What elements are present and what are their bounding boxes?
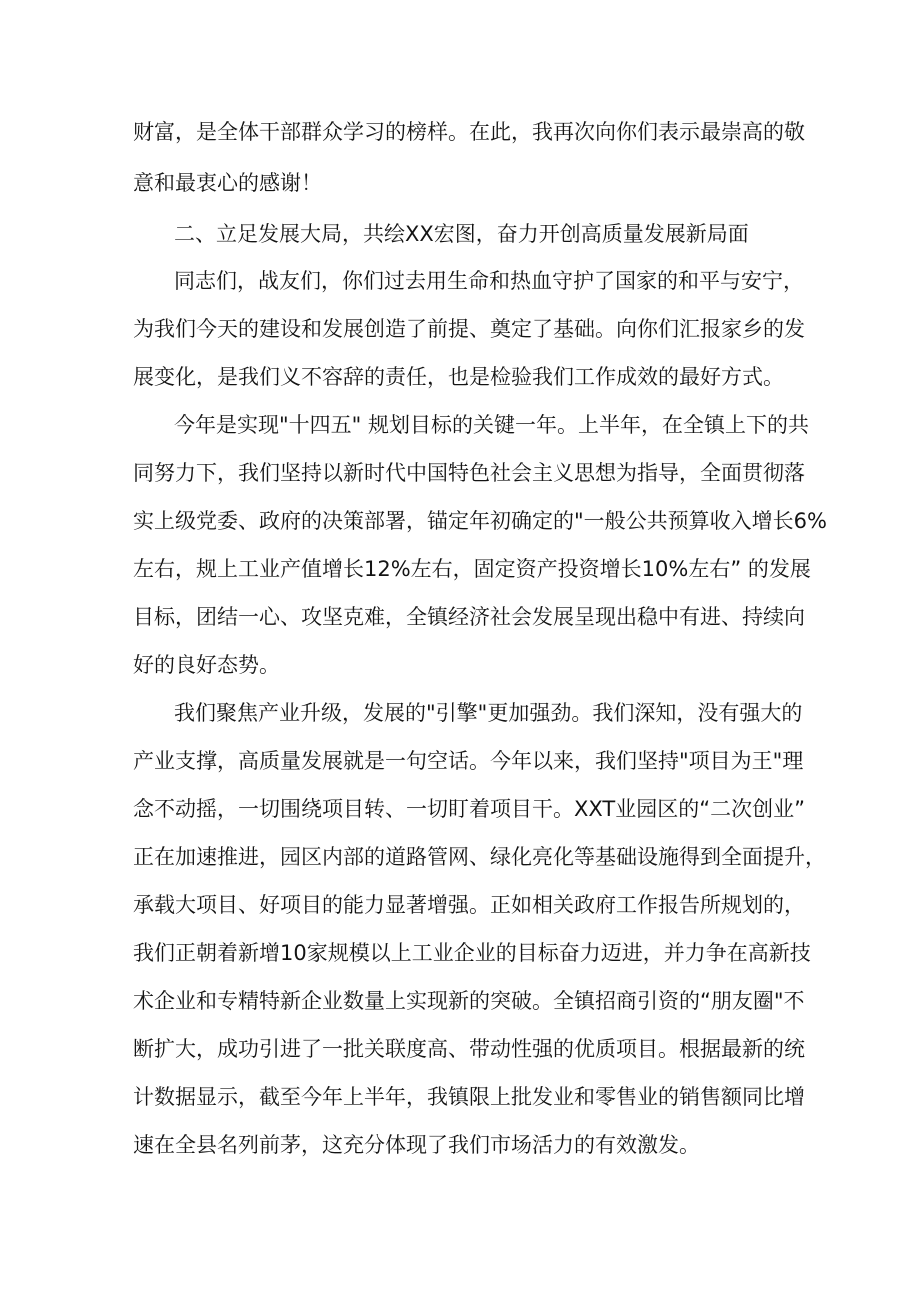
paragraph-3-line-3: 展变化，是我们义不容辞的责任，也是检验我们工作成效的最好方式。 [133, 365, 784, 389]
paragraph-5-line-2: 产业支撑，高质量发展就是一句空话。今年以来，我们坚持"项目为王"理 [133, 749, 804, 773]
paragraph-5-line-7: 术企业和专精特新企业数量上实现新的突破。全镇招商引资的“朋友圈"不 [133, 989, 805, 1013]
paragraph-4-line-1: 今年是实现"十四五" 规划目标的关键一年。上半年，在全镇上下的共 [174, 413, 809, 437]
paragraph-5-line-5: 承载大项目、好项目的能力显著增强。正如相关政府工作报告所规划的， [133, 893, 805, 917]
paragraph-4-line-6: 好的良好态势。 [133, 653, 280, 677]
paragraph-5-line-8: 断扩大，成功引进了一批关联度高、带动性强的优质项目。根据最新的统 [133, 1037, 805, 1061]
paragraph-1-line-2: 意和最衷心的感谢！ [133, 171, 322, 195]
paragraph-4-line-3: 实上级党委、政府的决策部署，锚定年初确定的"一般公共预算收入增长6% [133, 509, 827, 533]
paragraph-5-line-9: 计数据显示，截至今年上半年，我镇限上批发业和零售业的销售额同比增 [133, 1085, 805, 1109]
paragraph-5-line-1: 我们聚焦产业升级，发展的"引擎"更加强劲。我们深知，没有强大的 [174, 701, 803, 725]
paragraph-5-line-6: 我们正朝着新增10家规模以上工业企业的目标奋力迈进，并力争在高新技 [133, 941, 811, 965]
paragraph-5-line-10: 速在全县名列前茅，这充分体现了我们市场活力的有效激发。 [133, 1133, 700, 1157]
section-heading: 二、立足发展大局，共绘XX宏图，奋力开创高质量发展新局面 [174, 222, 749, 246]
paragraph-5-line-3: 念不动摇，一切围绕项目转、一切盯着项目干。XXT业园区的“二次创业” [133, 797, 805, 821]
paragraph-3-line-2: 为我们今天的建设和发展创造了前提、奠定了基础。向你们汇报家乡的发 [133, 317, 805, 341]
paragraph-1-line-1: 财富，是全体干部群众学习的榜样。在此，我再次向你们表示最崇高的敬 [133, 120, 805, 144]
paragraph-4-line-4: 左右，规上工业产值增长12%左右，固定资产投资增长10%左右” 的发展 [133, 557, 811, 581]
paragraph-4-line-5: 目标，团结一心、攻坚克难，全镇经济社会发展呈现出稳中有进、持续向 [133, 605, 805, 629]
paragraph-4-line-2: 同努力下，我们坚持以新时代中国特色社会主义思想为指导，全面贯彻落 [133, 461, 805, 485]
paragraph-3-line-1: 同志们，战友们，你们过去用生命和热血守护了国家的和平与安宁， [174, 269, 804, 293]
paragraph-5-line-4: 正在加速推进，园区内部的道路管网、绿化亮化等基础设施得到全面提升， [133, 845, 826, 869]
